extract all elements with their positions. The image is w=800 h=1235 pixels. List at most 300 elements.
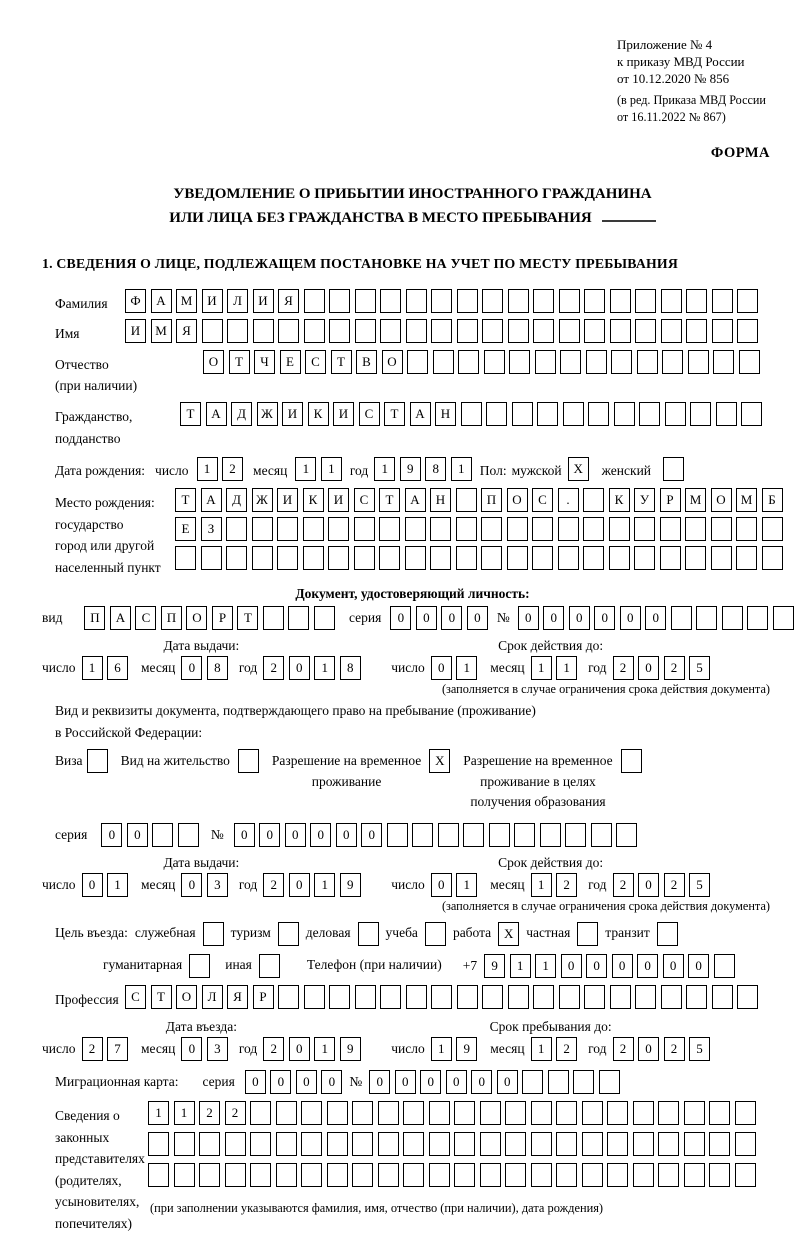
char-box[interactable]: И (333, 402, 354, 426)
char-box[interactable]: 1 (82, 656, 103, 680)
char-box[interactable] (225, 1132, 246, 1156)
char-box[interactable] (429, 1163, 450, 1187)
char-box[interactable]: К (308, 402, 329, 426)
char-box[interactable] (558, 546, 579, 570)
char-box[interactable]: 0 (336, 823, 357, 847)
char-box[interactable] (226, 546, 247, 570)
char-box[interactable]: 1 (510, 954, 531, 978)
char-box[interactable]: 1 (431, 1037, 452, 1061)
char-box[interactable]: И (202, 289, 223, 313)
char-box[interactable] (583, 546, 604, 570)
char-box[interactable]: 0 (234, 823, 255, 847)
char-box[interactable] (583, 488, 604, 512)
char-box[interactable] (584, 319, 605, 343)
char-box[interactable]: 1 (314, 656, 335, 680)
char-box[interactable]: 9 (456, 1037, 477, 1061)
char-box[interactable] (737, 985, 758, 1009)
char-box[interactable] (301, 1101, 322, 1125)
char-box[interactable] (412, 823, 433, 847)
char-box[interactable] (563, 402, 584, 426)
char-box[interactable] (380, 319, 401, 343)
char-box[interactable] (532, 546, 553, 570)
char-box[interactable]: Ч (254, 350, 275, 374)
char-box[interactable] (685, 546, 706, 570)
char-box[interactable] (461, 402, 482, 426)
char-box[interactable]: В (356, 350, 377, 374)
char-box[interactable] (378, 1163, 399, 1187)
char-box[interactable]: 9 (484, 954, 505, 978)
char-box[interactable] (716, 402, 737, 426)
char-box[interactable] (741, 402, 762, 426)
char-box[interactable]: 1 (321, 457, 342, 481)
char-box[interactable] (148, 1132, 169, 1156)
char-box[interactable] (380, 985, 401, 1009)
char-box[interactable] (252, 546, 273, 570)
char-box[interactable] (406, 319, 427, 343)
char-box[interactable]: Ж (257, 402, 278, 426)
char-box[interactable] (431, 319, 452, 343)
char-box[interactable] (454, 1132, 475, 1156)
char-box[interactable]: И (282, 402, 303, 426)
char-box[interactable] (430, 517, 451, 541)
char-box[interactable] (634, 546, 655, 570)
char-box[interactable]: А (110, 606, 131, 630)
char-box[interactable] (686, 289, 707, 313)
char-box[interactable] (378, 1132, 399, 1156)
char-box[interactable]: О (176, 985, 197, 1009)
char-box[interactable]: 1 (107, 873, 128, 897)
char-box[interactable]: 0 (82, 873, 103, 897)
char-box[interactable] (686, 985, 707, 1009)
char-box[interactable] (535, 350, 556, 374)
char-box[interactable] (486, 402, 507, 426)
char-box[interactable] (329, 319, 350, 343)
char-box[interactable] (226, 517, 247, 541)
char-box[interactable] (505, 1132, 526, 1156)
char-box[interactable]: 8 (340, 656, 361, 680)
char-box[interactable]: 0 (561, 954, 582, 978)
char-box[interactable]: З (201, 517, 222, 541)
char-box[interactable] (327, 1101, 348, 1125)
char-box[interactable] (225, 1163, 246, 1187)
char-box[interactable]: Р (212, 606, 233, 630)
char-box[interactable] (454, 1163, 475, 1187)
char-box[interactable]: О (382, 350, 403, 374)
char-box[interactable] (607, 1163, 628, 1187)
char-box[interactable]: М (151, 319, 172, 343)
char-box[interactable] (599, 1070, 620, 1094)
char-box[interactable] (531, 1132, 552, 1156)
char-box[interactable]: П (481, 488, 502, 512)
char-box[interactable] (508, 319, 529, 343)
char-box[interactable] (533, 319, 554, 343)
char-box[interactable] (482, 289, 503, 313)
char-box[interactable] (355, 985, 376, 1009)
char-box[interactable]: К (303, 488, 324, 512)
char-box[interactable]: 6 (107, 656, 128, 680)
temp-residence-checkbox[interactable]: X (429, 749, 450, 773)
char-box[interactable]: 2 (613, 873, 634, 897)
char-box[interactable]: 0 (586, 954, 607, 978)
char-box[interactable]: Л (202, 985, 223, 1009)
char-box[interactable] (152, 823, 173, 847)
char-box[interactable]: 1 (148, 1101, 169, 1125)
char-box[interactable] (252, 517, 273, 541)
char-box[interactable] (148, 1163, 169, 1187)
char-box[interactable]: Ж (252, 488, 273, 512)
char-box[interactable] (558, 517, 579, 541)
char-box[interactable]: 0 (289, 656, 310, 680)
char-box[interactable] (739, 350, 760, 374)
char-box[interactable] (735, 1132, 756, 1156)
char-box[interactable]: 0 (663, 954, 684, 978)
char-box[interactable]: М (685, 488, 706, 512)
char-box[interactable]: 0 (638, 873, 659, 897)
char-box[interactable] (747, 606, 768, 630)
char-box[interactable] (301, 1163, 322, 1187)
char-box[interactable] (227, 319, 248, 343)
char-box[interactable] (658, 1163, 679, 1187)
char-box[interactable] (582, 1132, 603, 1156)
char-box[interactable] (591, 823, 612, 847)
char-box[interactable] (489, 823, 510, 847)
visa-checkbox[interactable] (87, 749, 108, 773)
char-box[interactable] (276, 1132, 297, 1156)
char-box[interactable] (559, 289, 580, 313)
char-box[interactable] (303, 517, 324, 541)
char-box[interactable] (611, 350, 632, 374)
char-box[interactable] (660, 517, 681, 541)
char-box[interactable] (584, 985, 605, 1009)
char-box[interactable] (304, 319, 325, 343)
char-box[interactable]: 1 (456, 873, 477, 897)
char-box[interactable]: 0 (181, 656, 202, 680)
char-box[interactable]: 0 (431, 873, 452, 897)
char-box[interactable]: 0 (638, 656, 659, 680)
char-box[interactable] (387, 823, 408, 847)
char-box[interactable] (661, 319, 682, 343)
char-box[interactable] (713, 350, 734, 374)
char-box[interactable] (329, 289, 350, 313)
char-box[interactable] (352, 1101, 373, 1125)
char-box[interactable]: 0 (395, 1070, 416, 1094)
char-box[interactable] (660, 546, 681, 570)
char-box[interactable]: 0 (497, 1070, 518, 1094)
char-box[interactable]: Н (430, 488, 451, 512)
char-box[interactable]: 2 (222, 457, 243, 481)
residence-permit-checkbox[interactable] (238, 749, 259, 773)
char-box[interactable]: 0 (543, 606, 564, 630)
char-box[interactable] (696, 606, 717, 630)
char-box[interactable] (610, 289, 631, 313)
char-box[interactable] (609, 517, 630, 541)
char-box[interactable] (433, 350, 454, 374)
char-box[interactable] (588, 402, 609, 426)
char-box[interactable] (457, 985, 478, 1009)
char-box[interactable] (533, 289, 554, 313)
char-box[interactable] (540, 823, 561, 847)
char-box[interactable] (508, 985, 529, 1009)
char-box[interactable]: 0 (637, 954, 658, 978)
purpose-business-checkbox[interactable] (358, 922, 379, 946)
char-box[interactable] (278, 319, 299, 343)
char-box[interactable] (762, 517, 783, 541)
char-box[interactable]: 2 (664, 656, 685, 680)
char-box[interactable] (438, 823, 459, 847)
char-box[interactable]: О (507, 488, 528, 512)
char-box[interactable] (690, 402, 711, 426)
char-box[interactable] (403, 1163, 424, 1187)
char-box[interactable] (722, 606, 743, 630)
char-box[interactable]: 1 (314, 1037, 335, 1061)
char-box[interactable] (378, 1101, 399, 1125)
char-box[interactable]: 0 (416, 606, 437, 630)
char-box[interactable]: И (253, 289, 274, 313)
char-box[interactable]: Т (151, 985, 172, 1009)
char-box[interactable] (661, 985, 682, 1009)
char-box[interactable]: Н (435, 402, 456, 426)
char-box[interactable] (458, 350, 479, 374)
male-checkbox[interactable]: X (568, 457, 589, 481)
char-box[interactable]: 1 (197, 457, 218, 481)
char-box[interactable]: 8 (207, 656, 228, 680)
char-box[interactable] (665, 402, 686, 426)
char-box[interactable] (714, 954, 735, 978)
purpose-humanitarian-checkbox[interactable] (189, 954, 210, 978)
char-box[interactable]: 5 (689, 1037, 710, 1061)
char-box[interactable] (773, 606, 794, 630)
char-box[interactable] (278, 985, 299, 1009)
char-box[interactable] (762, 546, 783, 570)
char-box[interactable]: К (609, 488, 630, 512)
char-box[interactable] (480, 1163, 501, 1187)
char-box[interactable]: 0 (620, 606, 641, 630)
char-box[interactable] (633, 1132, 654, 1156)
char-box[interactable]: 3 (207, 1037, 228, 1061)
char-box[interactable]: Д (231, 402, 252, 426)
char-box[interactable] (276, 1163, 297, 1187)
char-box[interactable] (456, 488, 477, 512)
char-box[interactable] (635, 319, 656, 343)
char-box[interactable] (327, 1132, 348, 1156)
char-box[interactable] (711, 517, 732, 541)
char-box[interactable] (582, 1163, 603, 1187)
char-box[interactable]: 1 (314, 873, 335, 897)
char-box[interactable] (533, 985, 554, 1009)
char-box[interactable] (736, 546, 757, 570)
char-box[interactable]: 0 (181, 873, 202, 897)
char-box[interactable]: Т (175, 488, 196, 512)
char-box[interactable] (480, 1101, 501, 1125)
char-box[interactable]: Л (227, 289, 248, 313)
char-box[interactable]: 0 (289, 1037, 310, 1061)
char-box[interactable] (379, 517, 400, 541)
char-box[interactable]: 0 (638, 1037, 659, 1061)
char-box[interactable]: . (558, 488, 579, 512)
char-box[interactable] (484, 350, 505, 374)
char-box[interactable] (607, 1132, 628, 1156)
char-box[interactable] (431, 289, 452, 313)
char-box[interactable]: 0 (612, 954, 633, 978)
char-box[interactable] (633, 1101, 654, 1125)
char-box[interactable] (712, 289, 733, 313)
char-box[interactable]: О (203, 350, 224, 374)
char-box[interactable]: 0 (518, 606, 539, 630)
char-box[interactable]: Р (660, 488, 681, 512)
char-box[interactable]: 2 (556, 873, 577, 897)
char-box[interactable] (556, 1163, 577, 1187)
char-box[interactable]: А (151, 289, 172, 313)
char-box[interactable]: 0 (101, 823, 122, 847)
char-box[interactable] (662, 350, 683, 374)
char-box[interactable]: А (410, 402, 431, 426)
char-box[interactable] (174, 1132, 195, 1156)
char-box[interactable]: С (359, 402, 380, 426)
char-box[interactable]: 9 (400, 457, 421, 481)
char-box[interactable] (532, 517, 553, 541)
char-box[interactable] (174, 1163, 195, 1187)
char-box[interactable] (354, 517, 375, 541)
char-box[interactable] (301, 1132, 322, 1156)
char-box[interactable]: И (328, 488, 349, 512)
char-box[interactable] (276, 1101, 297, 1125)
char-box[interactable] (658, 1132, 679, 1156)
char-box[interactable]: 0 (688, 954, 709, 978)
char-box[interactable]: 0 (369, 1070, 390, 1094)
char-box[interactable]: 0 (361, 823, 382, 847)
char-box[interactable] (537, 402, 558, 426)
char-box[interactable] (505, 1163, 526, 1187)
char-box[interactable]: 0 (259, 823, 280, 847)
char-box[interactable]: А (206, 402, 227, 426)
char-box[interactable] (429, 1132, 450, 1156)
char-box[interactable] (514, 823, 535, 847)
char-box[interactable]: 0 (181, 1037, 202, 1061)
char-box[interactable] (355, 289, 376, 313)
char-box[interactable] (685, 517, 706, 541)
char-box[interactable]: 2 (613, 656, 634, 680)
char-box[interactable] (263, 606, 284, 630)
char-box[interactable] (661, 289, 682, 313)
char-box[interactable] (531, 1163, 552, 1187)
char-box[interactable] (639, 402, 660, 426)
char-box[interactable]: 0 (569, 606, 590, 630)
char-box[interactable]: И (125, 319, 146, 343)
char-box[interactable]: С (532, 488, 553, 512)
char-box[interactable] (277, 517, 298, 541)
char-box[interactable] (737, 319, 758, 343)
char-box[interactable] (586, 350, 607, 374)
char-box[interactable] (288, 606, 309, 630)
char-box[interactable] (509, 350, 530, 374)
char-box[interactable]: С (135, 606, 156, 630)
temp-residence-education-checkbox[interactable] (621, 749, 642, 773)
female-checkbox[interactable] (663, 457, 684, 481)
char-box[interactable] (635, 985, 656, 1009)
char-box[interactable]: 0 (446, 1070, 467, 1094)
char-box[interactable] (684, 1132, 705, 1156)
char-box[interactable] (431, 985, 452, 1009)
char-box[interactable]: С (125, 985, 146, 1009)
char-box[interactable]: Т (331, 350, 352, 374)
char-box[interactable] (607, 1101, 628, 1125)
char-box[interactable] (456, 517, 477, 541)
char-box[interactable] (658, 1101, 679, 1125)
char-box[interactable]: 0 (127, 823, 148, 847)
char-box[interactable] (610, 319, 631, 343)
char-box[interactable] (686, 319, 707, 343)
char-box[interactable] (736, 517, 757, 541)
char-box[interactable] (556, 1132, 577, 1156)
char-box[interactable] (178, 823, 199, 847)
char-box[interactable]: 1 (535, 954, 556, 978)
char-box[interactable]: П (161, 606, 182, 630)
char-box[interactable] (688, 350, 709, 374)
char-box[interactable]: 0 (270, 1070, 291, 1094)
char-box[interactable] (329, 985, 350, 1009)
char-box[interactable] (201, 546, 222, 570)
char-box[interactable]: 1 (374, 457, 395, 481)
char-box[interactable]: С (354, 488, 375, 512)
char-box[interactable] (379, 546, 400, 570)
char-box[interactable] (457, 289, 478, 313)
char-box[interactable] (456, 546, 477, 570)
char-box[interactable]: 2 (556, 1037, 577, 1061)
char-box[interactable]: 1 (456, 656, 477, 680)
char-box[interactable]: 2 (263, 656, 284, 680)
char-box[interactable]: 2 (263, 1037, 284, 1061)
char-box[interactable]: Я (227, 985, 248, 1009)
char-box[interactable]: Д (226, 488, 247, 512)
char-box[interactable] (304, 985, 325, 1009)
char-box[interactable]: О (186, 606, 207, 630)
char-box[interactable] (482, 985, 503, 1009)
char-box[interactable] (405, 517, 426, 541)
char-box[interactable] (482, 319, 503, 343)
char-box[interactable]: 0 (321, 1070, 342, 1094)
char-box[interactable] (609, 546, 630, 570)
char-box[interactable] (250, 1101, 271, 1125)
char-box[interactable] (403, 1101, 424, 1125)
char-box[interactable] (250, 1132, 271, 1156)
char-box[interactable]: 5 (689, 656, 710, 680)
char-box[interactable]: 1 (174, 1101, 195, 1125)
char-box[interactable] (406, 985, 427, 1009)
char-box[interactable] (406, 289, 427, 313)
char-box[interactable]: Т (180, 402, 201, 426)
char-box[interactable] (573, 1070, 594, 1094)
char-box[interactable] (352, 1132, 373, 1156)
char-box[interactable] (709, 1101, 730, 1125)
char-box[interactable]: 0 (431, 656, 452, 680)
char-box[interactable] (583, 517, 604, 541)
char-box[interactable] (556, 1101, 577, 1125)
char-box[interactable] (403, 1132, 424, 1156)
char-box[interactable]: М (736, 488, 757, 512)
char-box[interactable]: П (84, 606, 105, 630)
char-box[interactable] (454, 1101, 475, 1125)
char-box[interactable]: О (711, 488, 732, 512)
char-box[interactable] (202, 319, 223, 343)
char-box[interactable]: Е (175, 517, 196, 541)
char-box[interactable] (637, 350, 658, 374)
char-box[interactable]: Я (176, 319, 197, 343)
char-box[interactable] (712, 319, 733, 343)
char-box[interactable] (735, 1163, 756, 1187)
char-box[interactable]: А (201, 488, 222, 512)
char-box[interactable] (712, 985, 733, 1009)
char-box[interactable] (481, 546, 502, 570)
